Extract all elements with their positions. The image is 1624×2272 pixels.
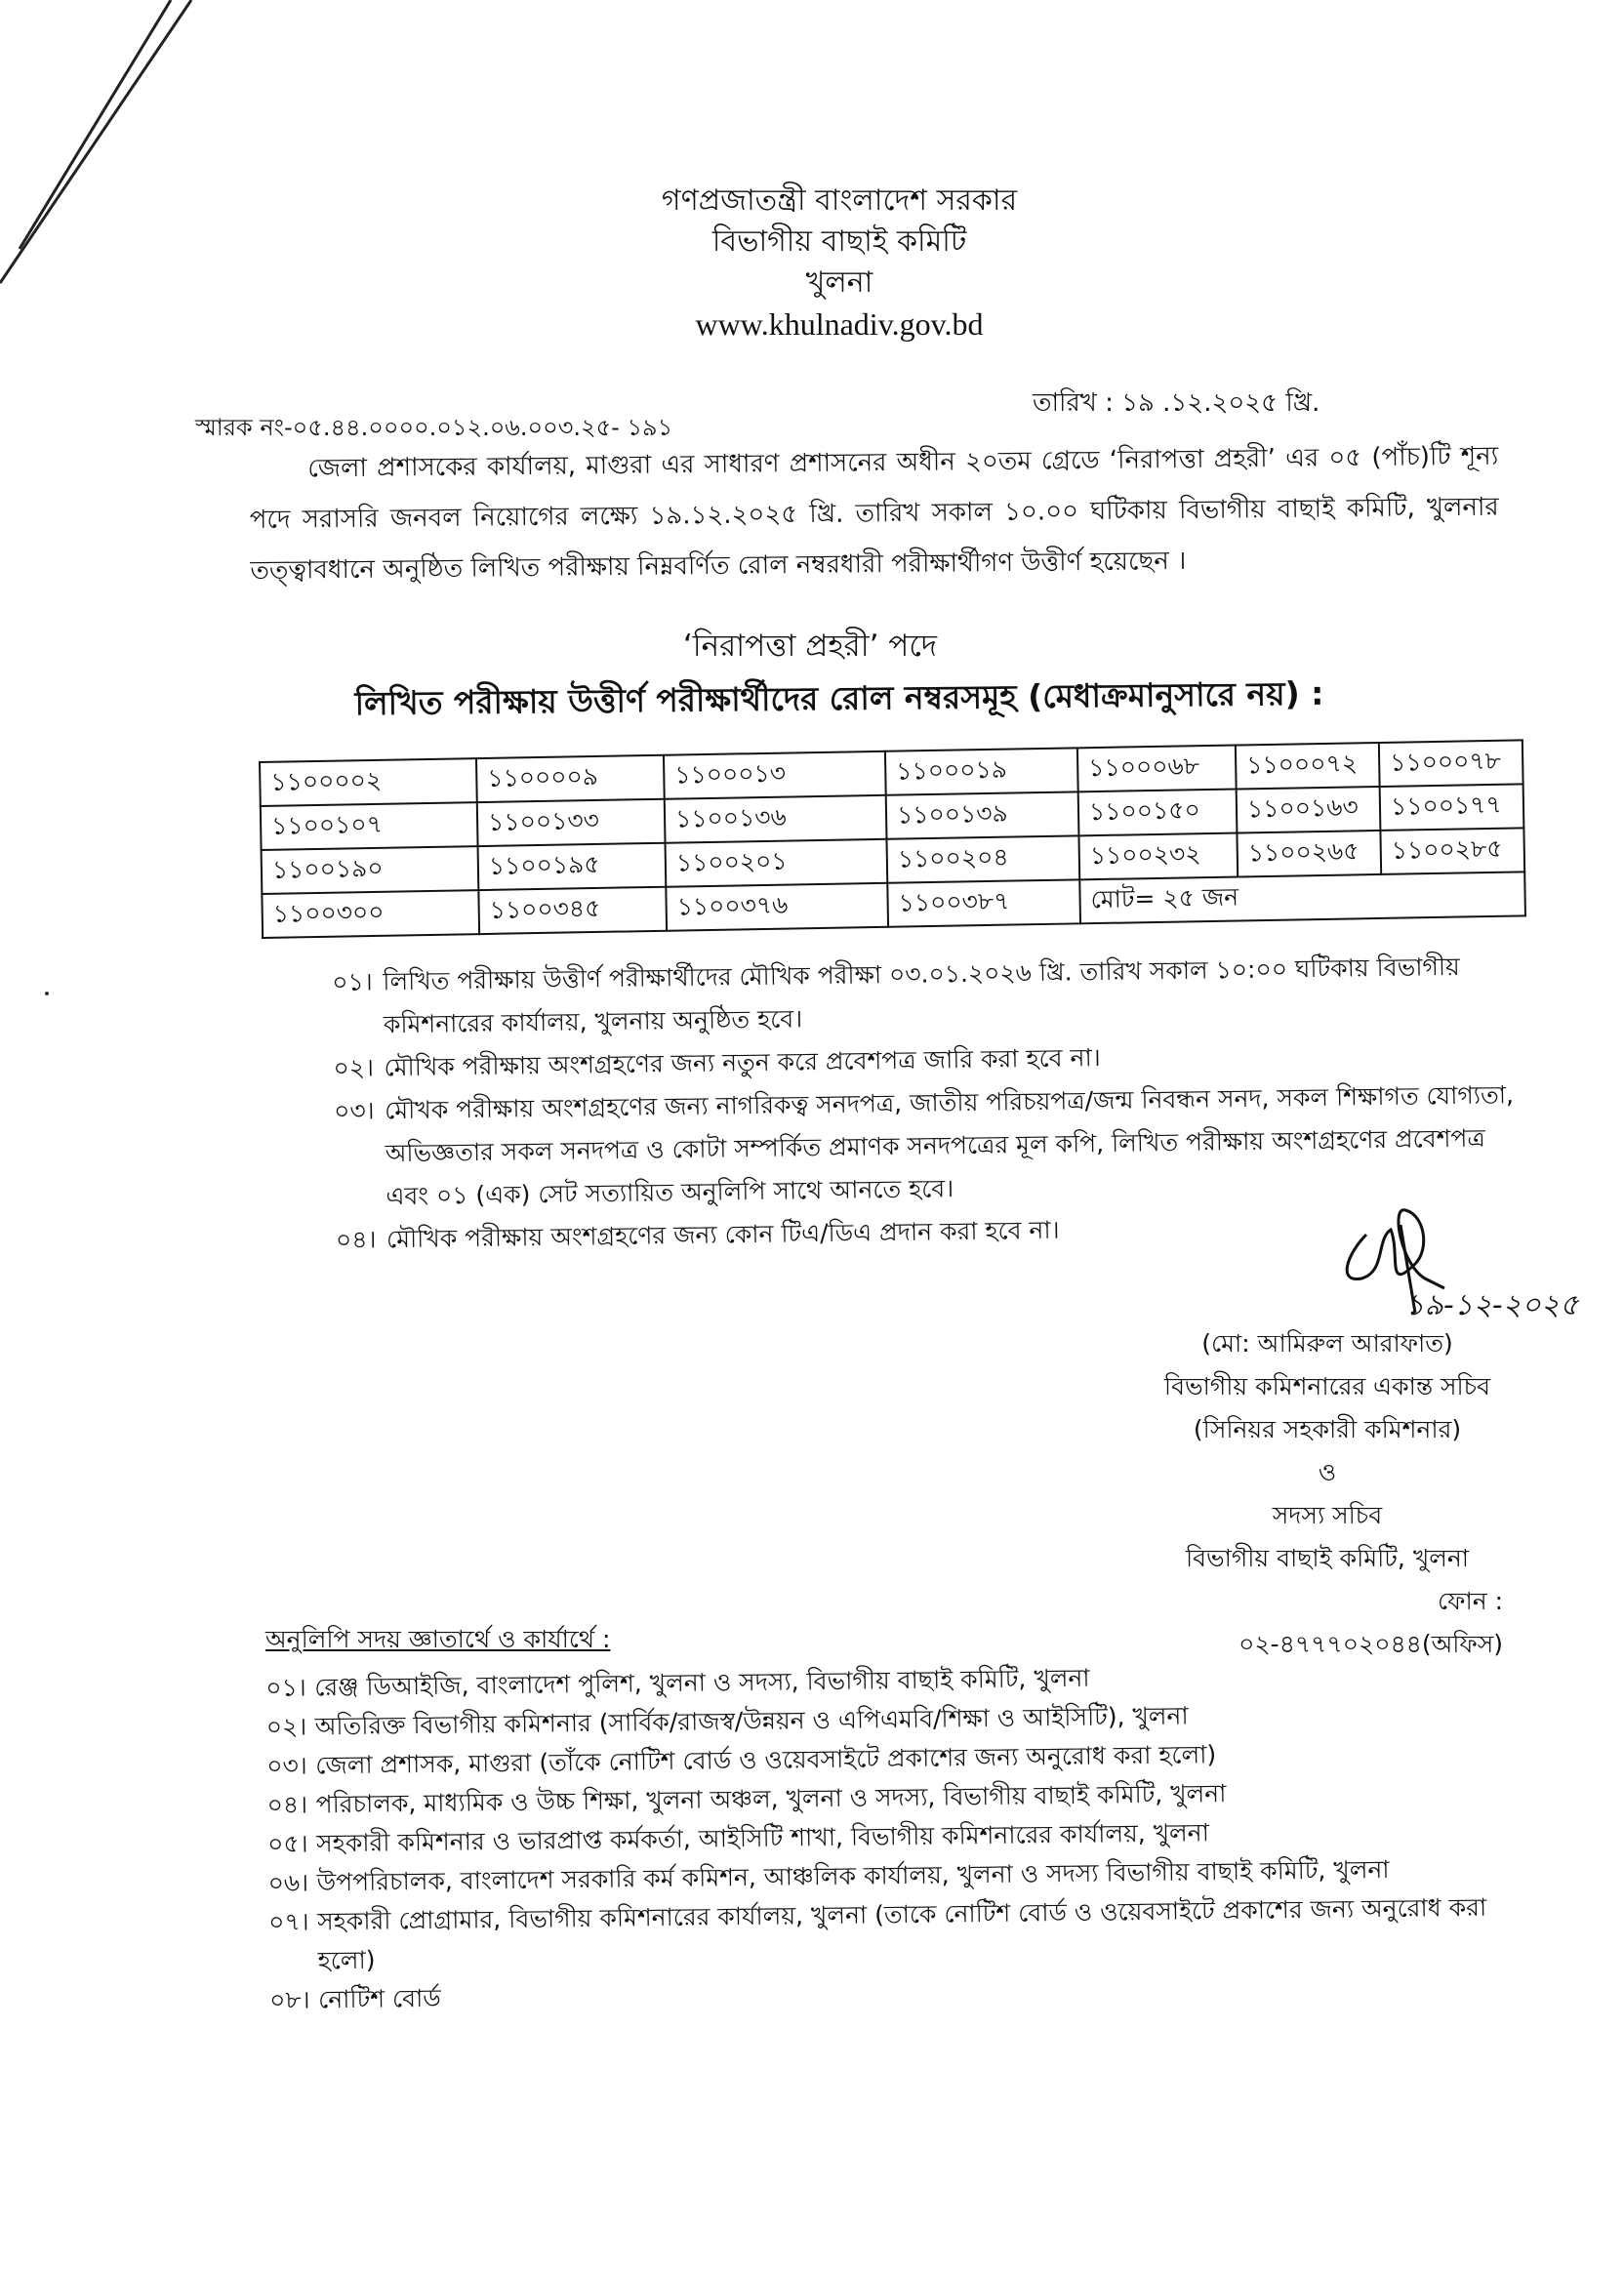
roll-cell: ১১০০০১৯ [885,748,1078,794]
post-title: ‘নিরাপত্তা প্রহরী’ পদে [682,629,938,664]
roll-cell: ১১০০০১৩ [664,751,886,799]
instruction-text: মৌখিক পরীক্ষায় অংশগ্রহণের জন্য নতুন করে প্রবেশপত্র জারি করা হবে না। [384,1043,1101,1082]
roll-cell: ১১০০৩৪৫ [478,887,667,934]
roll-cell: ১১০০৩০০ [262,890,479,938]
roll-cell: ১১০০২৬৫ [1237,831,1381,877]
instruction-number: ০১। [332,967,373,996]
signer-and: ও [1318,1458,1337,1486]
roll-cell: ১১০০৩৭৬ [666,883,888,931]
copy-number: ০১। [265,1673,306,1702]
government-name: গণপ্রজাতন্ত্রী বাংলাদেশ সরকার [661,183,1018,218]
signer-committee: বিভাগীয় বাছাই কমিটি, খুলনা [1185,1544,1470,1572]
signer-name: (মো: আমিরুল আরাফাত) [1201,1329,1453,1358]
intro-text: জেলা প্রশাসকের কার্যালয়, মাগুরা এর সাধারণ প্রশাসনের অধীন ২০তম গ্রেডে ‘নিরাপত্তা প্রহরী’ এর ০৫ (পাঁচ)টি শূন্য পদে সরাসরি জনবল নিয়োগের লক্ষ্যে ১৯.১২.২০২৫ খ্রি. তারিখ সকাল ১০.০০ ঘটিকায় বিভাগীয় বাছাই কমিটি, খুলনার তত্ত্বাবধানে অনুষ্ঠিত লিখিত পরীক্ষায় নিম্নবর্ণিত রোল নম্বরধারী পরীক্ষার্থীগণ উত্তীর্ণ হয়েছেন । [249,441,1499,586]
signer-phone: ফোন : ০২-৪৭৭৭০২০৪৪(অফিস) [1238,1587,1503,1658]
scan-edge-line [0,0,195,293]
roll-cell: ১১০০২৮৫ [1380,828,1524,874]
copy-text: অতিরিক্ত বিভাগীয় কমিশনার (সার্বিক/রাজস্ব/উন্নয়ন ও এপিএমবি/শিক্ষা ও আইসিটি), খুলনা [314,1701,1189,1741]
roll-cell: ১১০০১৩৯ [886,791,1079,838]
roll-cell: ১১০০৩৮৭ [887,879,1080,926]
copy-number: ০২। [265,1712,307,1741]
copy-list [265,1653,1538,2020]
roll-cell: ১১০০১৫০ [1078,790,1238,836]
signature-date: ১৯-১২-২০২৫ [1405,1288,1579,1322]
instruction-text: লিখিত পরীক্ষায় উত্তীর্ণ পরীক্ষার্থীদের মৌখিক পরীক্ষা ০৩.০১.২০২৬ খ্রি. তারিখ সকাল ১০:০০ ঘটিকায় বিভাগীয় কমিশনারের কার্যালয়, খুলনায় অনুষ্ঠিত হবে। [383,952,1460,1039]
signer-title: বিভাগীয় কমিশনারের একান্ত সচিব [1163,1372,1491,1400]
copy-text: রেঞ্জ ডিআইজি, বাংলাদেশ পুলিশ, খুলনা ও সদস্য, বিভাগীয় বাছাই কমিটি, খুলনা [314,1663,1090,1702]
signer-rank: (সিনিয়র সহকারী কমিশনার) [1193,1415,1462,1443]
roll-cell: ১১০০০৭৮ [1379,740,1523,787]
roll-cell: ১১০০১৩৩ [477,799,666,846]
copy-text: নোটিশ বোর্ড [317,1983,441,2014]
copy-text: পরিচালক, মাধ্যমিক ও উচ্চ শিক্ষা, খুলনা অঞ্চল, খুলনা ও সদস্য, বিভাগীয় বাছাই কমিটি, খুলনা [315,1778,1227,1819]
instruction-item [332,945,1523,1047]
committee-name: বিভাগীয় বাছাই কমিটি [711,224,967,259]
copy-text: উপপরিচালক, বাংলাদেশ সরকারি কর্ম কমিশন, আঞ্চলিক কার্যালয়, খুলনা ও সদস্য বিভাগীয় বাছাই কমিটি, খুলনা [316,1854,1390,1897]
letterhead [547,181,1132,345]
signer-role: সদস্য সচিব [1272,1501,1383,1529]
copy-number: ০৩। [266,1751,307,1780]
total-count-cell: মোট= ২৫ জন [1079,872,1525,923]
roll-cell: ১১০০১৯০ [262,846,479,894]
handwritten-signature [1308,1196,1601,1332]
roll-cell: ১১০০০০৯ [476,755,665,802]
instruction-text: মৌখিক পরীক্ষায় অংশগ্রহণের জন্য কোন টিএ/ডিএ প্রদান করা হবে না। [386,1215,1060,1254]
roll-cell: ১১০০১৩৬ [665,795,887,843]
instruction-number: ০২। [333,1053,375,1082]
roll-cell: ১১০০১৬৩ [1237,787,1381,833]
copy-text: সহকারী প্রোগ্রামার, বিভাগীয় কমিশনারের কার্যালয়, খুলনা (তাকে নোটিশ বোর্ড ও ওয়েবসাইটে প্রকাশের জন্য অনুরোধ করা হলো) [316,1892,1487,1975]
instruction-text: মৌখক পরীক্ষায় অংশগ্রহণের জন্য নাগরিকত্ব সনদপত্র, জাতীয় পরিচয়পত্র/জন্ম নিবন্ধন সনদ, সকল শিক্ষাগত যোগ্যতা, অভিজ্ঞতার সকল সনদপত্র ও কোটা সম্পর্কিত প্রমাণক সনদপত্রের মূল কপি, লিখিত পরীক্ষায় অংশগ্রহণের প্রবেশপত্র এবং ০১ (এক) সেট সত্যায়িত অনুলিপি সাথে আনতে হবে। [384,1080,1515,1211]
copy-text: জেলা প্রশাসক, মাগুরা (তাঁকে নোটিশ বোর্ড ও ওয়েবসাইটে প্রকাশের জন্য অনুরোধ করা হলো) [315,1740,1217,1780]
instruction-number: ০৩। [333,1096,375,1125]
roll-cell: ১১০০১৭৭ [1380,784,1524,831]
list-item [268,1887,1538,1981]
scan-speck [45,992,49,995]
roll-number-table [259,739,1526,939]
signer-block [1152,1322,1503,1666]
roll-cell: ১১০০২০১ [666,839,888,887]
roll-cell: ১১০০২৩২ [1078,833,1238,880]
copy-number: ০৭। [267,1907,309,1936]
memo-reference: স্মারক নং-০৫.৪৪.০০০০.০১২.০৬.০০৩.২৫- ১৯১ [195,414,673,441]
location-name: খুলনা [805,265,873,300]
copy-number: ০৬। [267,1868,309,1897]
copy-number: ০৪। [266,1790,308,1819]
copy-heading: অনুলিপি সদয় জ্ঞাতার্থে ও কার্যার্থে : [265,1625,611,1653]
list-title: লিখিত পরীক্ষায় উত্তীর্ণ পরীক্ষার্থীদের রোল নম্বরসমূহ (মেধাক্রমানুসারে নয়) : [354,673,1324,723]
copy-text: সহকারী কমিশনার ও ভারপ্রাপ্ত কর্মকর্তা, আইসিটি শাখা, বিভাগীয় কমিশনারের কার্যালয়, খুলনা [316,1818,1210,1858]
roll-cell: ১১০০১০৭ [261,802,478,850]
roll-cell: ১১০০০৭২ [1236,743,1380,790]
intro-paragraph [249,431,1500,596]
copy-number: ০৮। [268,1985,310,2014]
roll-cell: ১১০০২০৪ [886,835,1079,882]
roll-cell: ১১০০১৯৫ [478,843,667,890]
website-link[interactable]: www.khulnadiv.gov.bd [695,306,984,342]
memo-date: তারিখ : ১৯ .১২.২০২৫ খ্রি. [1033,388,1320,418]
roll-cell: ১১০০০০২ [260,758,477,806]
instruction-number: ০৪। [335,1225,377,1254]
copy-number: ০৫। [267,1829,308,1858]
roll-cell: ১১০০০৬৮ [1077,746,1237,792]
